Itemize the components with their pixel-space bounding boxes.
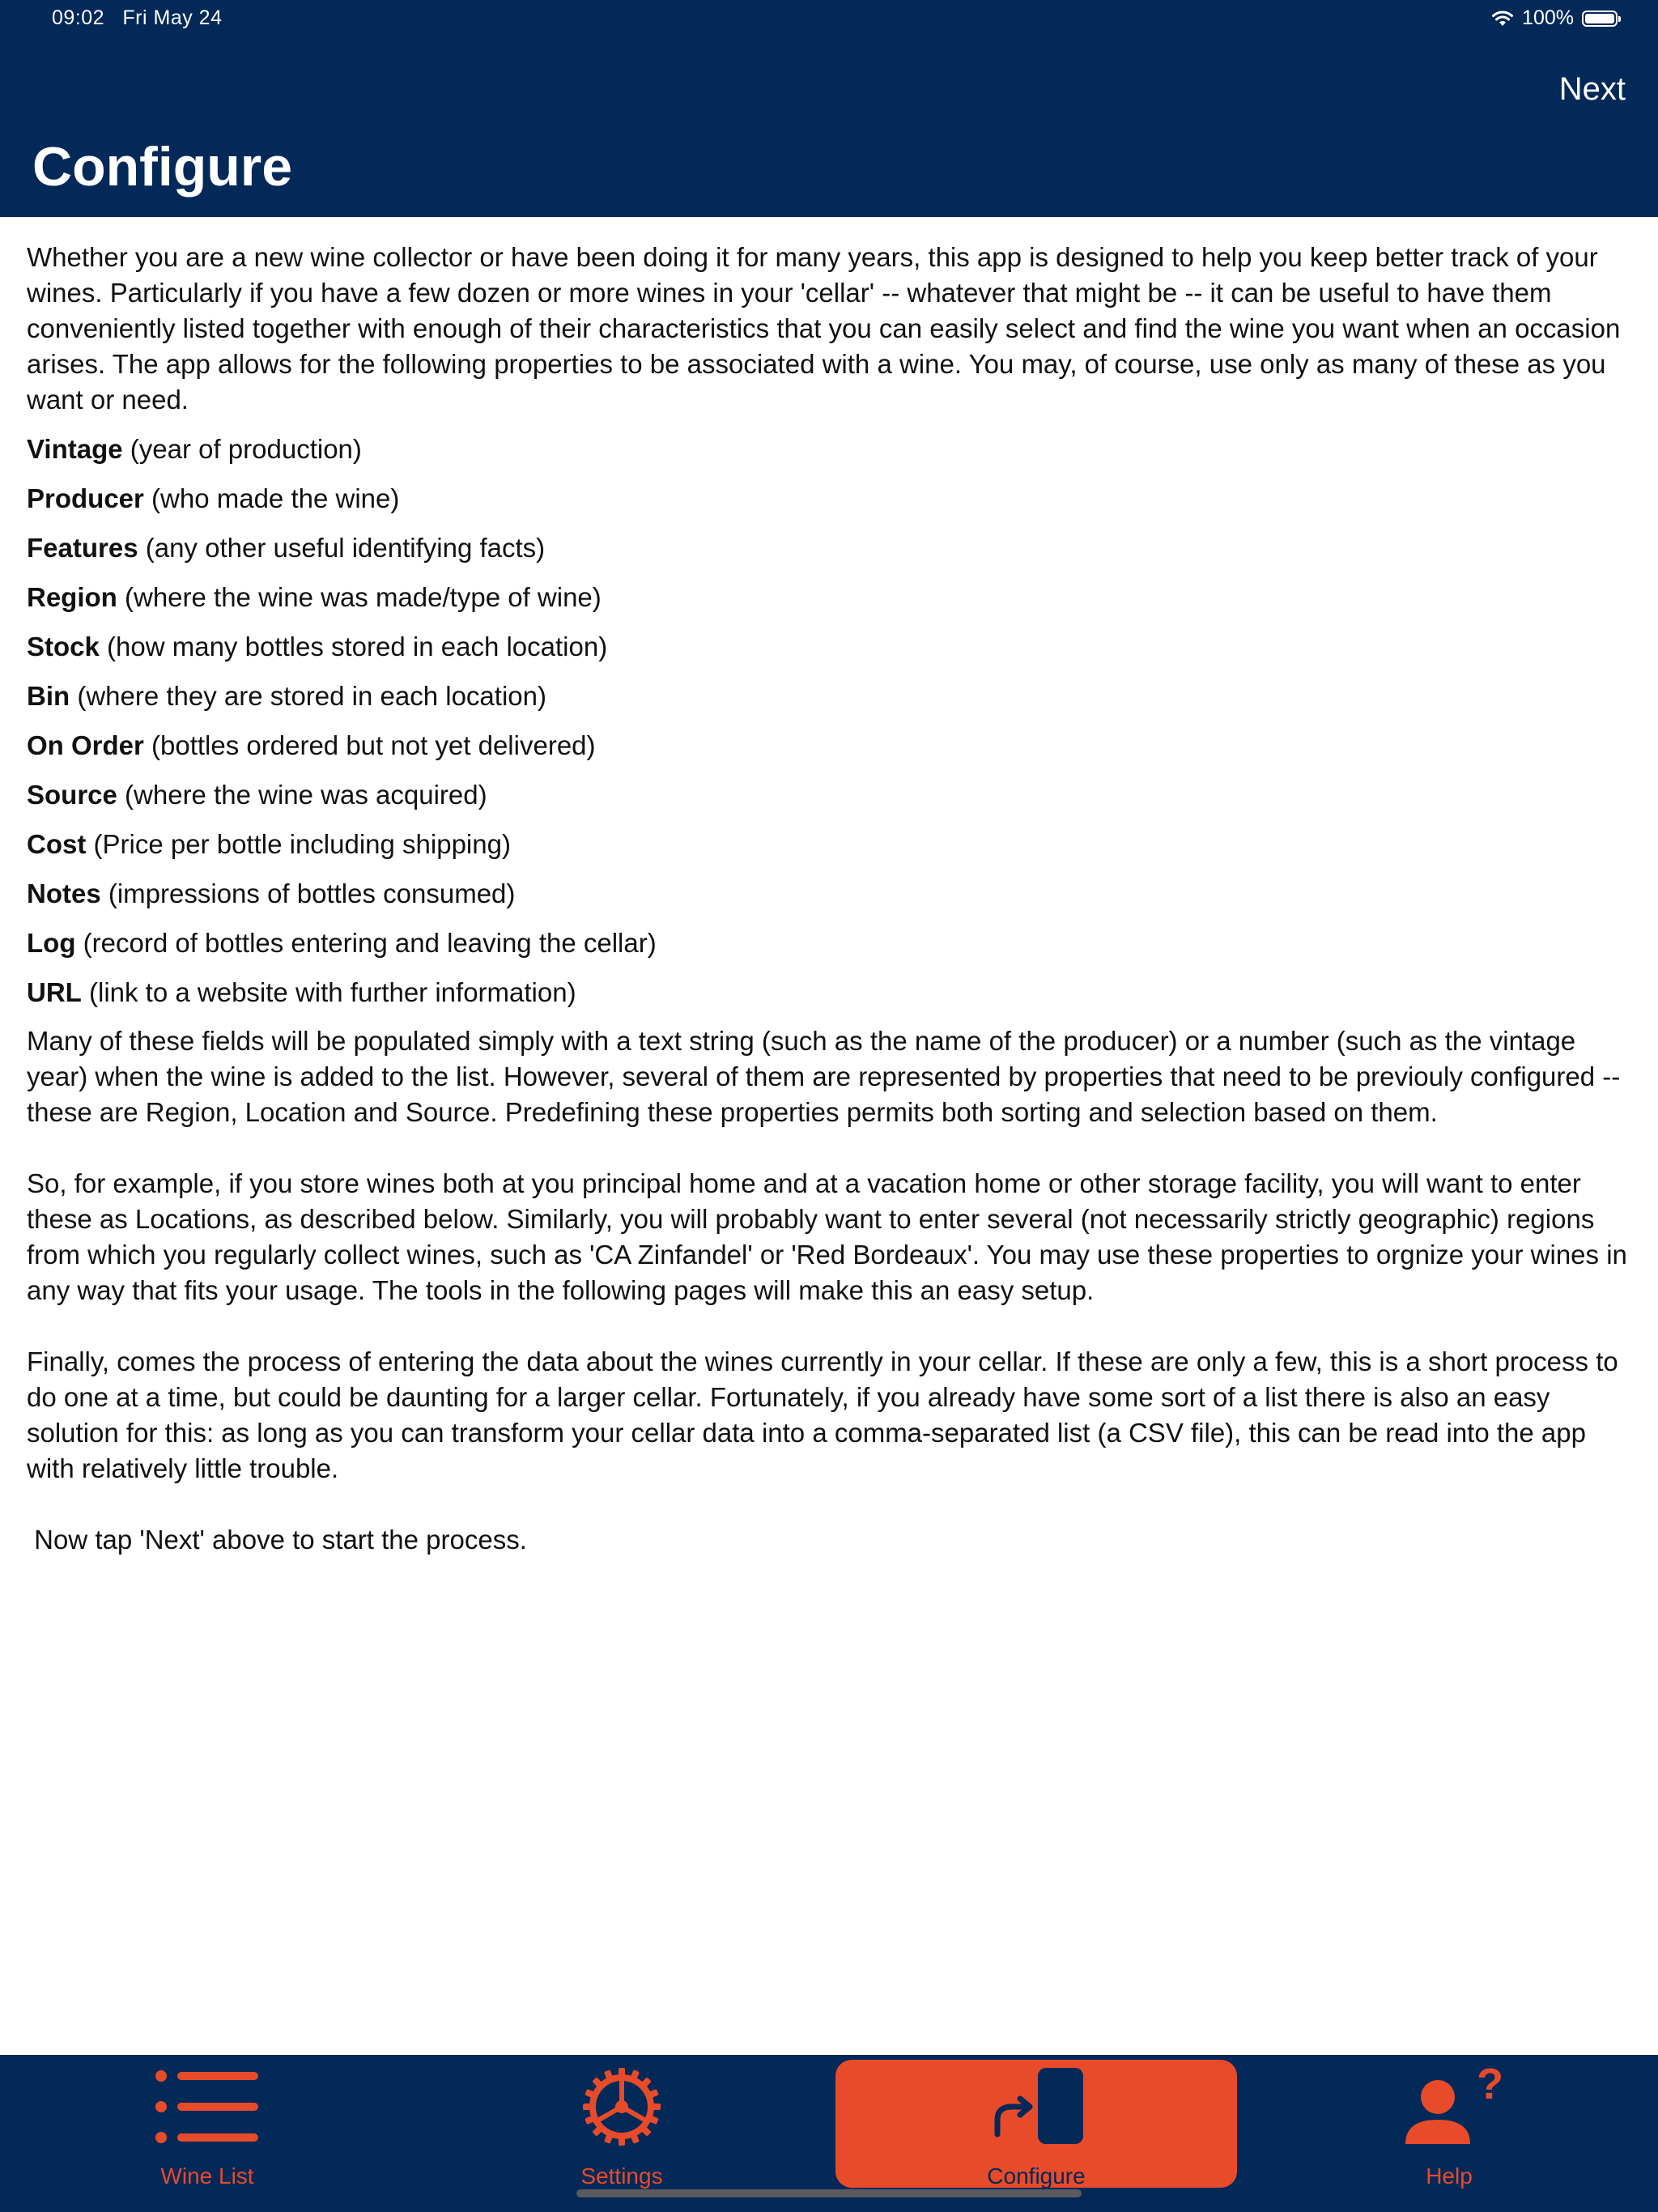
page-title: Configure [32,136,293,198]
spacer [27,1308,1633,1344]
field-item [27,580,1633,615]
field-desc: (record of bottles entering and leaving the cellar) [75,928,657,958]
field-desc: (where they are stored in each location) [70,681,546,711]
closing-paragraph: Now tap 'Next' above to start the process. [27,1525,527,1555]
field-item [27,925,1633,961]
tab-label: Wine List [160,2163,254,2189]
field-item [27,530,1633,566]
tab-wine-list[interactable] [126,2055,288,2189]
navigation-bar [0,0,1658,217]
tab-settings[interactable] [541,2055,703,2189]
battery-percent: 100% [1522,6,1574,29]
import-paragraph: Finally, comes the process of entering the data about the wines currently in your cellar. If these are only a few, this is a short process to do one at a time, but could be daunting for a larger cellar. Fortunately, if you already have some sort of a list there is also an easy solution for this: as long as you can transform your cellar data into a comma-separated list (a CSV file), this can be read into the app with relatively little trouble. [27,1346,1618,1483]
field-item [27,975,1633,1010]
field-name: Stock [27,632,100,661]
field-name: URL [27,977,82,1007]
field-desc: (link to a website with further information) [81,977,576,1007]
tab-configure[interactable] [955,2055,1117,2189]
tab-label: Settings [580,2163,663,2189]
field-item [27,827,1633,862]
field-name: Features [27,533,138,563]
field-desc: (who made the wine) [143,483,400,513]
field-name: Producer [27,483,144,513]
field-item [27,629,1633,665]
svg-text:?: ? [1477,2060,1503,2108]
field-item [27,777,1633,813]
field-item [27,728,1633,764]
intro-paragraph: Whether you are a new wine collector or have been doing it for many years, this app is designed to help you keep better track of your wines. Particularly if you have a few dozen or more wines in your 'cellar' -- whatever that might be -- it can be useful to have them conveniently listed together with enough of their characteristics that you can easily select and find the wine you want when an occasion arises. The app allows for the following properties to be associated with a wine. You may, of course, use only as many of these as you want or need. [27,242,1621,415]
field-name: Cost [27,829,87,859]
field-name: Vintage [27,434,123,464]
field-item [27,876,1633,912]
field-desc: (impressions of bottles consumed) [100,878,516,908]
status-bar-time: 09:02 Fri May 24 [52,6,223,29]
spacer [27,1130,1633,1166]
field-item [27,432,1633,467]
tab-label: Configure [987,2163,1086,2189]
field-name: Region [27,582,117,612]
battery-icon [1582,11,1618,27]
field-name: Notes [27,878,101,908]
help-person-icon [1401,2060,1503,2147]
field-desc: (how many bottles stored in each location) [99,632,608,661]
spacer [27,1487,1633,1522]
field-desc: (bottles ordered but not yet delivered) [143,730,596,760]
field-name: Bin [27,681,70,711]
status-bar-right [1491,6,1618,30]
field-desc: (any other useful identifying facts) [138,533,546,563]
next-button[interactable]: Next [1558,71,1626,107]
gear-icon [581,2066,662,2147]
field-name: Log [27,928,76,958]
field-name: Source [27,780,117,810]
status-bar-date: Fri May 24 [122,6,223,29]
content-text [27,240,1633,1558]
home-indicator[interactable] [576,2189,1082,2197]
locations-paragraph: So, for example, if you store wines both at you principal home and at a vacation home or other storage facility, you will want to enter these as Locations, as described below. Similarly, you will probably want to enter several (not necessarily strictly geographic) regions from which you regularly collect wines, such as 'CA Zinfandel' or 'Red Bordeaux'. You may use these properties to orgnize your wines in any way that fits your usage. The tools in the following pages will make this an easy setup. [27,1168,1627,1305]
field-name: On Order [27,730,144,760]
wifi-icon [1491,10,1514,28]
field-desc: (where the wine was made/type of wine) [117,582,602,612]
field-desc: (year of production) [122,434,362,464]
config-paragraph: Many of these fields will be populated simply with a text string (such as the name of the producer) or a number (such as the vintage year) when the wine is added to the list. However, several of them are represented by properties that need to be previouly configured -- these are Region, Location and Source. Predefining these properties permits both sorting and selection based on them. [27,1026,1621,1127]
tab-help[interactable] [1368,2055,1530,2189]
field-desc: (where the wine was acquired) [117,780,487,810]
configure-icon [988,2066,1085,2147]
field-desc: (Price per bottle including shipping) [86,829,511,859]
list-icon [155,2068,260,2146]
field-item [27,481,1633,517]
field-item [27,678,1633,714]
tab-label: Help [1426,2163,1473,2189]
